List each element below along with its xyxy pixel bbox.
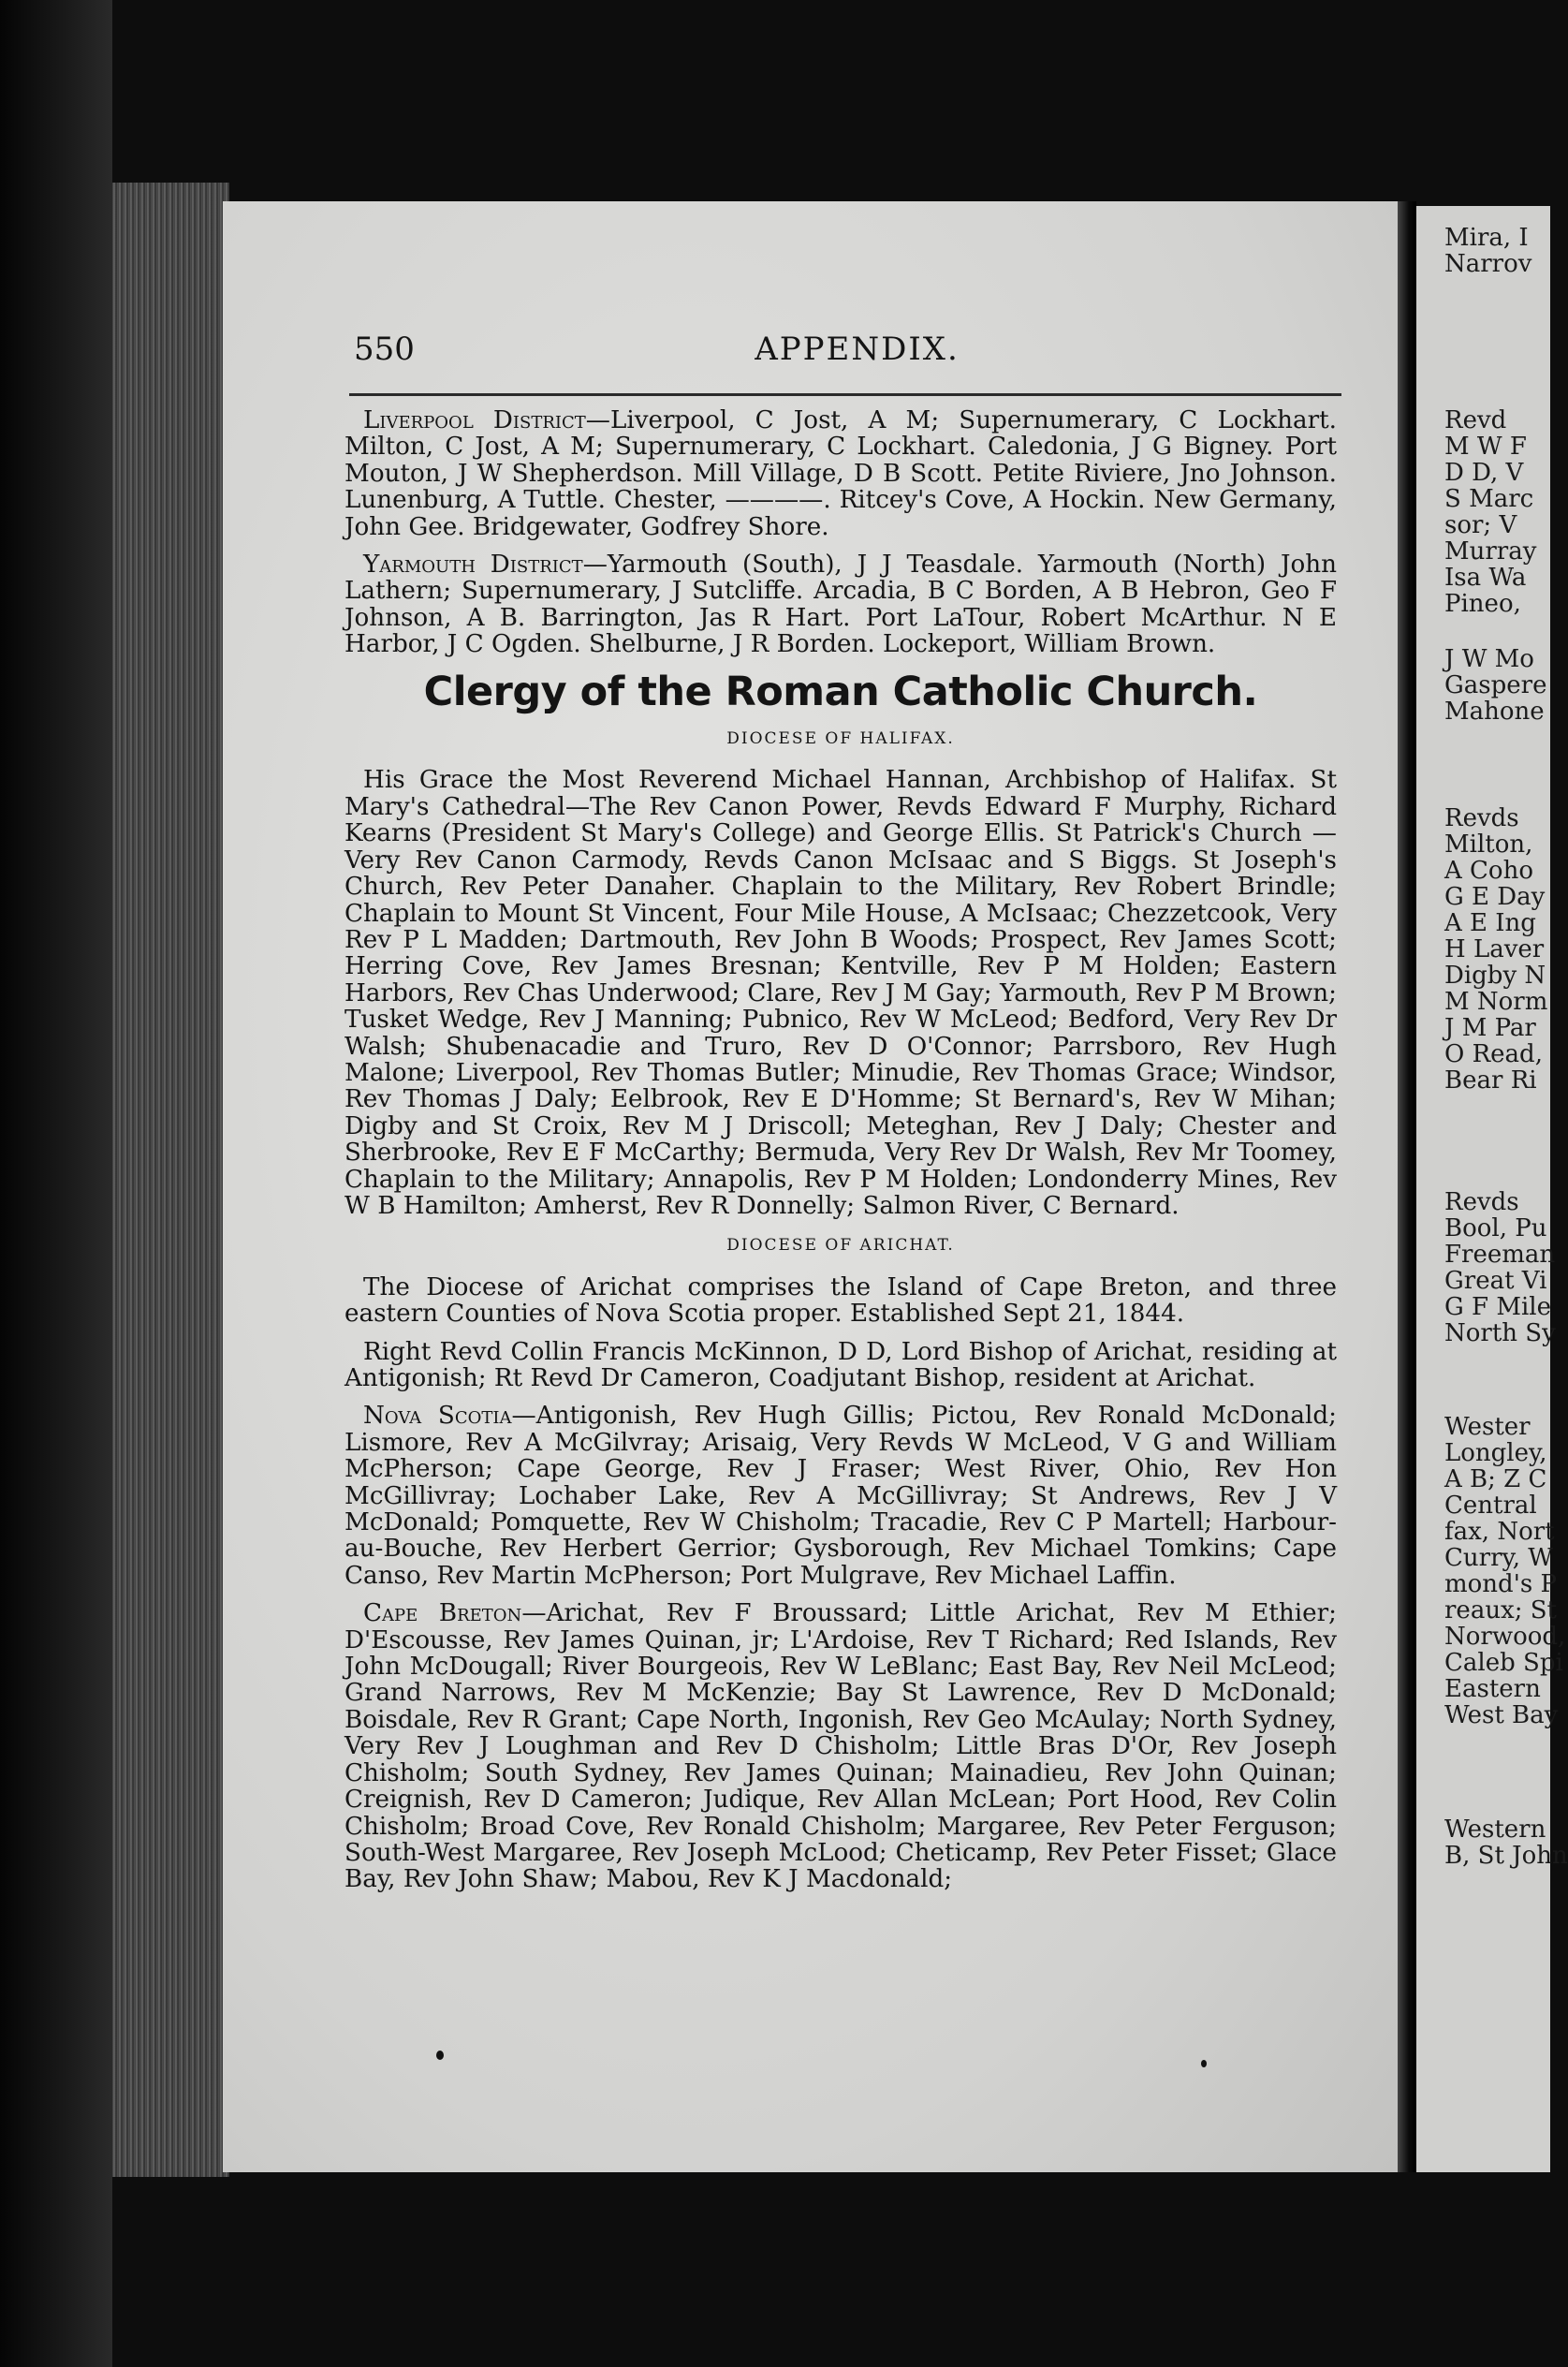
facing-page-line: Revd [1444,406,1507,434]
facing-page-line: J M Par [1444,1014,1536,1042]
halifax-paragraph: His Grace the Most Reverend Michael Hannan, Archbishop of Halifax. St Mary's Cathedral—The Rev Canon Power, Revds Edward F Murphy, Richard Kearns (President St Mary's College) and George Ellis. St Patrick's Church —Very Rev Canon Carmody, Revds Canon McIsaac and S Biggs. St Joseph's Church, Rev Peter Danaher. Chaplain to the Military, Rev Robert Brindle; Chaplain to Mount St Vincent, Four Mile House, A McIsaac; Chezzetcook, Very Rev P L Madden; Dartmouth, Rev John B Woods; Prospect, Rev James Scott; Herring Cove, Rev James Bresnan; Kentville, Rev P M Holden; Eastern Harbors, Rev Chas Underwood; Clare, Rev J M Gay; Yarmouth, Rev P M Brown; Tusket Wedge, Rev J Manning; Pubnico, Rev W McLeod; Bedford, Very Rev Dr Walsh; Shubenacadie and Truro, Rev D O'Connor; Parrsboro, Rev Hugh Malone; Liverpool, Rev Thomas Butler; Minudie, Rev Thomas Grace; Windsor, Rev Thomas J Daly; Eelbrook, Rev E D'Homme; St Bernard's, Rev W Mihan; Digby and St Croix, Rev M J Driscoll; Meteghan, Rev J Daly; Chester and Sherbrooke, Rev E F McCarthy; Bermuda, Very Rev Dr Walsh, Rev Mr Toomey, Chaplain to the Military; Annapolis, Rev P M Holden; Londonderry Mines, Rev W B Hamilton; Amherst, Rev R Donnelly; Salmon River, C Bernard. [344,766,1337,1220]
facing-page-line: Norwood, [1444,1623,1566,1651]
facing-page-line: West Bay [1444,1701,1559,1729]
facing-page-line: Central [1444,1492,1537,1520]
facing-page-line: Bear Ri [1444,1066,1537,1095]
facing-page-line: G F Mile [1444,1293,1551,1321]
facing-page-line: M Norm [1444,988,1548,1016]
facing-page-line: Revds [1444,1188,1519,1216]
nova-scotia-paragraph [344,1403,1337,1589]
facing-page-line: Curry, W [1444,1544,1553,1572]
facing-page-line: Freeman [1444,1241,1556,1269]
arichat-heading: DIOCESE OF ARICHAT. [726,1236,955,1256]
facing-page-line: reaux; St [1444,1596,1558,1625]
facing-page-line: Mira, I [1444,224,1529,252]
ink-speck [1201,2060,1207,2067]
yarmouth-paragraph [344,551,1337,658]
facing-page-line: North Sy [1444,1319,1556,1347]
section-title: Clergy of the Roman Catholic Church. [423,668,1258,715]
book-shadow [0,0,112,2367]
facing-page-line: Longley, [1444,1439,1547,1467]
yarmouth-heading: Yarmouth District [363,551,583,580]
nova-scotia-text: —Antigonish, Rev Hugh Gillis; Pictou, Rev Ronald McDonald; Lismore, Rev A McGilvray; Arisaig, Very Revds W McLeod, V G and William McPherson; Cape George, Rev J Fraser; West River, Ohio, Rev Hon McGillivray; Lochaber Lake, Rev A McGillivray; St Andrews, Rev J V McDonald; Pomquette, Rev W Chisholm; Tracadie, Rev C P Martell; Harbour-au-Bouche, Rev Herbert Gerrior; Gysborough, Rev Michael Tomkins; Cape Canso, Rev Martin McPherson; Port Mulgrave, Rev Michael Laffin. [344,1402,1338,1590]
facing-page-line: Murray [1444,537,1537,566]
book-page-edges [112,183,229,2177]
facing-page-line: Pineo, [1444,590,1521,618]
facing-page-line: M W F [1444,433,1527,461]
cape-breton-paragraph [344,1600,1337,1892]
facing-page-line: J W Mo [1444,645,1534,673]
facing-page-line: Milton, [1444,831,1533,859]
ink-speck [436,2051,444,2060]
cape-breton-text: —Arichat, Rev F Broussard; Little Arichat, Rev M Ethier; D'Escousse, Rev James Quinan, jr; L'Ardoise, Rev T Richard; Red Islands, Rev John McDougall; River Bourgeois, Rev W LeBlanc; East Bay, Rev Neil McLeod; Grand Narrows, Rev M McKenzie; Bay St Lawrence, Rev D McDonald; Boisdale, Rev R Grant; Cape North, Ingonish, Rev Geo McAulay; North Sydney, Very Rev J Loughman and Rev D Chisholm; Little Bras D'Or, Rev Joseph Chisholm; South Sydney, Rev James Quinan; Mainadieu, Rev John Quinan; Creignish, Rev D Cameron; Judique, Rev Allan McLean; Port Hood, Rev Colin Chisholm; Broad Cove, Rev Ronald Chisholm; Margaree, Rev Peter Ferguson; South-West Margaree, Rev Joseph McLood; Cheticamp, Rev Peter Fisset; Glace Bay, Rev John Shaw; Mabou, Rev K J Macdonald; [344,1599,1338,1894]
facing-page-line: Isa Wa [1444,564,1527,592]
facing-page-line: Digby N [1444,962,1546,990]
facing-page-line: Eastern [1444,1675,1541,1703]
facing-page-line: fax, Nort [1444,1518,1555,1546]
arichat-bishop: Right Revd Collin Francis McKinnon, D D, Lord Bishop of Arichat, residing at Antigonish; Rt Revd Dr Cameron, Coadjutant Bishop, resident at Arichat. [344,1337,1337,1392]
facing-page-line: A E Ing [1444,909,1536,937]
facing-page-line: G E Day [1444,883,1546,911]
facing-page-line: Wester [1444,1413,1531,1441]
page-header [354,323,1360,370]
liverpool-heading: Liverpool District [363,406,586,434]
facing-page-line: Narrov [1444,250,1532,278]
facing-page-line: Gaspere [1444,671,1547,699]
facing-page-line: Revds [1444,804,1519,832]
halifax-heading: DIOCESE OF HALIFAX. [726,729,955,749]
liverpool-text: —Liverpool, C Jost, A M; Supernumerary, C Lockhart. Milton, C Jost, A M; Supernumerary, C Lockhart. Caledonia, J G Bigney. Port Mouton, J W Shepherdson. Mill Village, D B Scott. Petite Riviere, Jno Johnson. Lunenburg, A Tuttle. Chester, ————. Ritcey's Cove, A Hockin. New Germany, John Gee. Bridgewater, Godfrey Shore. [344,406,1337,541]
nova-scotia-heading: Nova Scotia [363,1402,512,1431]
facing-page-line: D D, V [1444,459,1524,487]
page-number: 550 [354,331,415,368]
facing-page-line: Bool, Pu [1444,1214,1547,1242]
header-rule [349,393,1341,396]
facing-page-line: Western [1444,1816,1546,1844]
yarmouth-text: —Yarmouth (South), J J Teasdale. Yarmouth (North) John Lathern; Supernumerary, J Sutcliffe. Arcadia, B C Borden, A B Hebron, Geo F Johnson, A B. Barrington, Jas R Hart. Port LaTour, Robert McArthur. N E Harbor, J C Ogden. Shelburne, J R Borden. Lockeport, William Brown. [344,551,1338,659]
facing-page-fragment [1416,206,1568,2172]
facing-page-line: H Laver [1444,935,1545,963]
book-page [223,201,1398,2172]
facing-page-line: Caleb Spi [1444,1649,1563,1677]
facing-page-line: Great Vi [1444,1267,1547,1295]
facing-page-line: A B; Z C [1444,1465,1547,1493]
cape-breton-heading: Cape Breton [363,1599,522,1628]
facing-page-line: A Coho [1444,857,1533,885]
book-gutter [1398,201,1416,2172]
facing-page-line: O Read, [1444,1040,1543,1068]
facing-page-line: mond's P [1444,1570,1557,1598]
arichat-intro: The Diocese of Arichat comprises the Island of Cape Breton, and three eastern Counties of Nova Scotia proper. Established Sept 21, 1844. [344,1272,1337,1329]
liverpool-paragraph [344,407,1337,540]
page-title: APPENDIX. [755,331,960,368]
page-body [344,407,1337,1904]
facing-page-line: sor; V [1444,511,1517,539]
facing-page-line: Mahone [1444,698,1545,726]
facing-page-line: S Marc [1444,485,1534,513]
facing-page-line: B, St John [1444,1842,1568,1870]
